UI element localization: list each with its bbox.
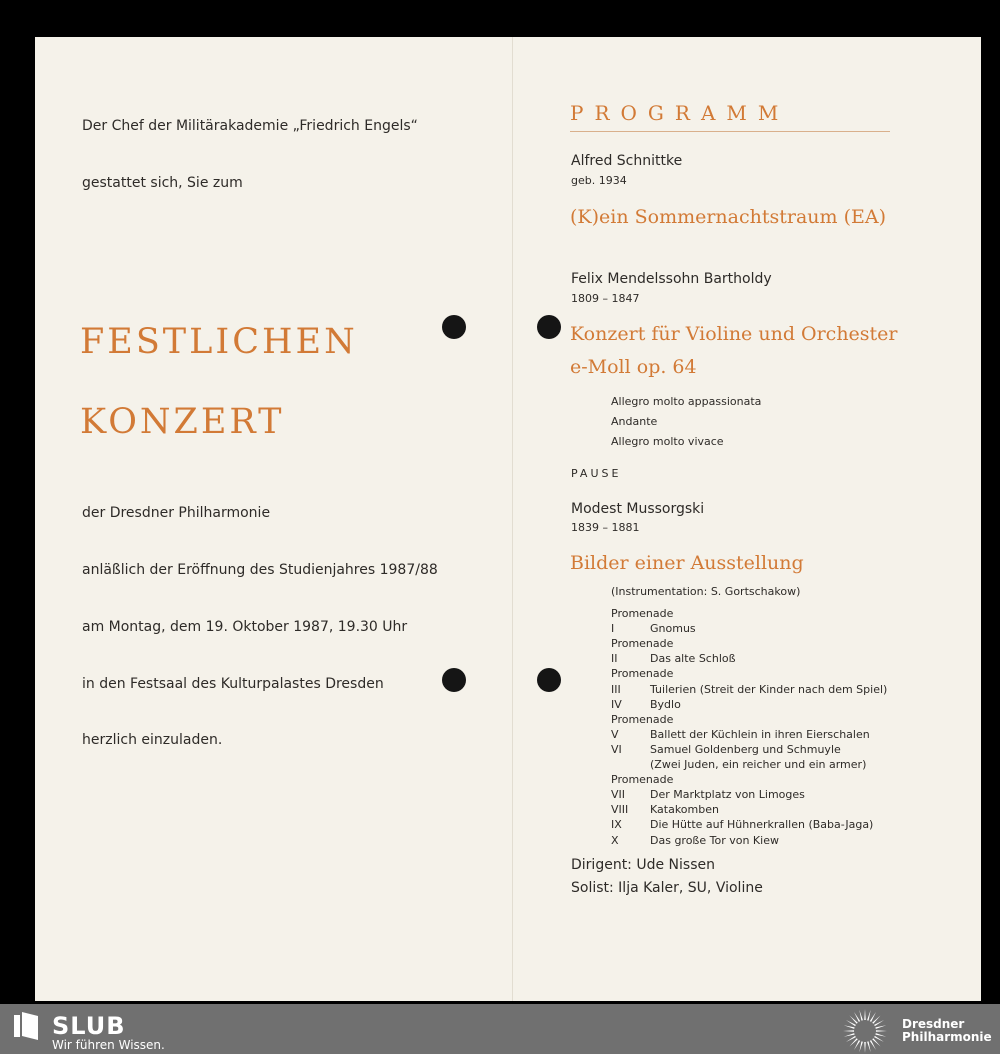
logo-ray bbox=[876, 1030, 887, 1032]
movement-title: Gnomus bbox=[650, 622, 696, 636]
punch-hole bbox=[442, 315, 466, 339]
dresdner-philharmonie-logo-text bbox=[902, 1018, 992, 1044]
movement-title: Ballett der Küchlein in ihren Eierschalen bbox=[650, 727, 870, 741]
work-3-instrumentation: (Instrumentation: S. Gortschakow) bbox=[611, 585, 801, 598]
book-icon bbox=[14, 1012, 38, 1040]
invitation-line-1: Der Chef der Militärakademie „Friedrich Engels“ bbox=[82, 118, 418, 134]
venue-line: in den Festsaal des Kulturpalastes Dresden bbox=[82, 676, 384, 692]
occasion-line: anläßlich der Eröffnung des Studienjahres 1987/88 bbox=[82, 562, 438, 578]
composer-3-dates: 1839 – 1881 bbox=[571, 521, 640, 534]
heading-rule bbox=[570, 131, 890, 132]
work-2-movement-1: Allegro molto appassionata bbox=[611, 395, 762, 408]
program-heading: PROGRAMM bbox=[570, 101, 790, 125]
promenade-label: Promenade bbox=[611, 667, 674, 681]
logo-ray bbox=[844, 1025, 855, 1029]
dp-name-line-2: Philharmonie bbox=[902, 1030, 992, 1044]
fold-line bbox=[512, 37, 513, 1001]
composer-2-dates: 1809 – 1847 bbox=[571, 292, 640, 305]
movement-number: IX bbox=[611, 818, 622, 832]
title-konzert: KONZERT bbox=[80, 402, 285, 442]
sunburst-logo bbox=[842, 1008, 888, 1054]
orchestra-line: der Dresdner Philharmonie bbox=[82, 505, 271, 521]
promenade-label: Promenade bbox=[611, 607, 674, 620]
logo-ray bbox=[864, 1042, 866, 1053]
movement-title: Die Hütte auf Hühnerkrallen (Baba-Jaga) bbox=[650, 818, 874, 832]
invitation-line-2: gestattet sich, Sie zum bbox=[82, 175, 243, 191]
movement-title: Samuel Goldenberg und Schmuyle bbox=[650, 742, 841, 756]
logo-ray bbox=[844, 1033, 855, 1037]
movement-title: Das alte Schloß bbox=[650, 652, 736, 666]
work-1-title: (K)ein Sommernachtstraum (EA) bbox=[570, 206, 887, 228]
movement-number: VI bbox=[611, 742, 622, 756]
movement-title: Tuilerien (Streit der Kinder nach dem Spiel) bbox=[650, 682, 888, 696]
promenade-label: Promenade bbox=[611, 637, 674, 651]
punch-hole bbox=[537, 315, 561, 339]
composer-1-dates: geb. 1934 bbox=[571, 174, 627, 187]
movement-title: Das große Tor von Kiew bbox=[650, 833, 779, 847]
composer-1-name: Alfred Schnittke bbox=[571, 153, 683, 169]
movement-number: VII bbox=[611, 788, 626, 802]
movement-title: Katakomben bbox=[650, 803, 719, 817]
slub-logo-text: SLUB bbox=[52, 1012, 126, 1040]
dp-name-line-1: Dresdner bbox=[902, 1017, 965, 1031]
movement-number: III bbox=[611, 682, 621, 696]
movement-number: II bbox=[611, 652, 618, 666]
movement-number: V bbox=[611, 727, 619, 741]
movement-number: I bbox=[611, 622, 615, 636]
movement-title: Der Marktplatz von Limoges bbox=[650, 788, 805, 802]
logo-ray bbox=[867, 1010, 871, 1021]
logo-ray bbox=[859, 1041, 863, 1052]
movement-title: Bydlo bbox=[650, 697, 681, 711]
promenade-label: Promenade bbox=[611, 712, 674, 726]
closing-line: herzlich einzuladen. bbox=[82, 732, 223, 748]
movement-subtitle: (Zwei Juden, ein reicher und ein armer) bbox=[650, 758, 867, 771]
movement-number: X bbox=[611, 833, 619, 847]
logo-ray bbox=[875, 1033, 886, 1037]
slub-tagline: Wir führen Wissen. bbox=[52, 1038, 165, 1052]
conductor-line: Dirigent: Ude Nissen bbox=[571, 857, 715, 873]
logo-ray bbox=[859, 1010, 863, 1021]
composer-2-name: Felix Mendelssohn Bartholdy bbox=[571, 271, 772, 287]
work-2-title-line-2: e-Moll op. 64 bbox=[570, 356, 697, 378]
promenade-label: Promenade bbox=[611, 773, 674, 787]
logo-ray bbox=[843, 1030, 854, 1032]
logo-ray bbox=[875, 1025, 886, 1029]
footer-bar bbox=[0, 1004, 1000, 1054]
composer-3-name: Modest Mussorgski bbox=[571, 501, 705, 517]
logo-ray bbox=[867, 1041, 871, 1052]
movement-list bbox=[611, 607, 931, 852]
soloist-line: Solist: Ilja Kaler, SU, Violine bbox=[571, 880, 763, 896]
work-2-movement-3: Allegro molto vivace bbox=[611, 435, 724, 448]
pause-label: PAUSE bbox=[571, 467, 622, 480]
work-2-title-line-1: Konzert für Violine und Orchester bbox=[570, 323, 898, 345]
title-festlichen: FESTLICHEN bbox=[80, 322, 358, 362]
work-2-movement-2: Andante bbox=[611, 415, 658, 428]
logo-ray bbox=[864, 1009, 866, 1020]
punch-hole bbox=[442, 668, 466, 692]
movement-number: VIII bbox=[611, 803, 629, 817]
date-line: am Montag, dem 19. Oktober 1987, 19.30 Uhr bbox=[82, 619, 408, 635]
movement-number: IV bbox=[611, 697, 622, 711]
work-3-title: Bilder einer Ausstellung bbox=[570, 552, 804, 574]
punch-hole bbox=[537, 668, 561, 692]
